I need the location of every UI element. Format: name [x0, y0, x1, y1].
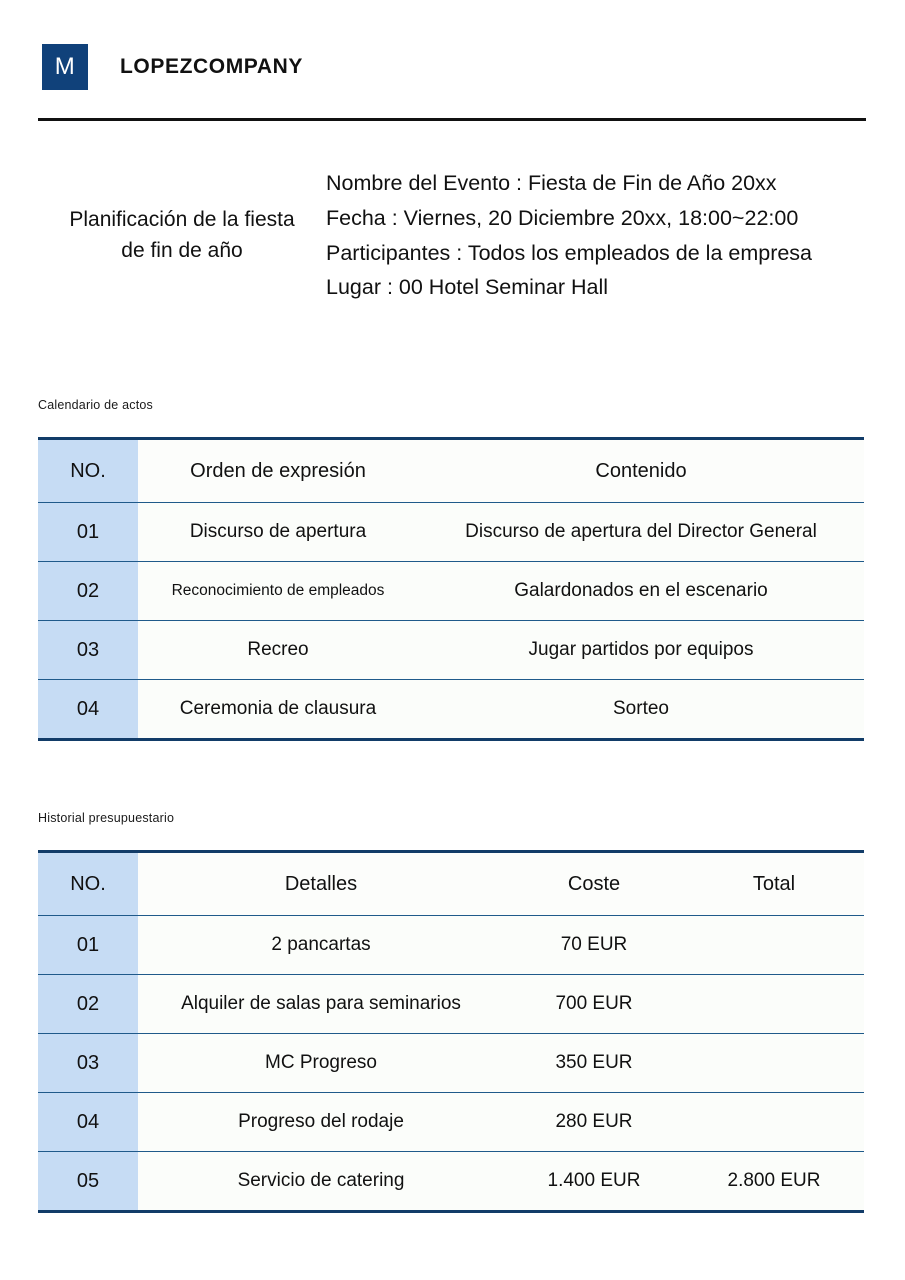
column-header-content: Contenido: [418, 439, 864, 503]
cell-total: [684, 1034, 864, 1093]
table-header-row: [38, 852, 864, 916]
page-title-line1: Planificación de la fiesta: [69, 208, 295, 232]
event-details: [326, 166, 890, 305]
column-header-no: NO.: [38, 852, 138, 916]
cell-no: 02: [38, 562, 138, 621]
event-summary: [38, 166, 890, 305]
cell-order: Ceremonia de clausura: [138, 680, 418, 740]
cell-no: 03: [38, 621, 138, 680]
event-detail-date: Fecha : Viernes, 20 Diciembre 20xx, 18:00~22:00: [326, 205, 799, 230]
cell-details: Servicio de catering: [138, 1152, 504, 1212]
header-divider: [38, 118, 866, 121]
cell-details: Alquiler de salas para seminarios: [138, 975, 504, 1034]
table-row: [38, 621, 864, 680]
cell-no: 02: [38, 975, 138, 1034]
cell-no: 05: [38, 1152, 138, 1212]
cell-order: Reconocimiento de empleados: [138, 562, 418, 621]
table-row: [38, 503, 864, 562]
column-header-total: Total: [684, 852, 864, 916]
cell-content: Galardonados en el escenario: [418, 562, 864, 621]
brand-header: [42, 44, 303, 90]
cell-content: Sorteo: [418, 680, 864, 740]
cell-cost: 350 EUR: [504, 1034, 684, 1093]
schedule-table: [38, 437, 864, 741]
column-header-no: NO.: [38, 439, 138, 503]
brand-name: LOPEZCOMPANY: [120, 55, 303, 78]
event-detail-venue: Lugar : 00 Hotel Seminar Hall: [326, 275, 609, 300]
table-row: [38, 1034, 864, 1093]
budget-caption: Historial presupuestario: [38, 811, 175, 825]
cell-no: 04: [38, 1093, 138, 1152]
cell-details: 2 pancartas: [138, 916, 504, 975]
table-row: [38, 680, 864, 740]
column-header-details: Detalles: [138, 852, 504, 916]
cell-cost: 280 EUR: [504, 1093, 684, 1152]
table-row: [38, 975, 864, 1034]
cell-no: 04: [38, 680, 138, 740]
cell-details: MC Progreso: [138, 1034, 504, 1093]
cell-no: 01: [38, 916, 138, 975]
cell-total: 2.800 EUR: [684, 1152, 864, 1212]
table-row: [38, 1152, 864, 1212]
cell-content: Jugar partidos por equipos: [418, 621, 864, 680]
column-header-order: Orden de expresión: [138, 439, 418, 503]
cell-total: [684, 916, 864, 975]
cell-total: [684, 975, 864, 1034]
budget-table: [38, 850, 864, 1213]
cell-cost: 700 EUR: [504, 975, 684, 1034]
cell-total: [684, 1093, 864, 1152]
cell-no: 01: [38, 503, 138, 562]
cell-order: Discurso de apertura: [138, 503, 418, 562]
table-row: [38, 916, 864, 975]
table-row: [38, 562, 864, 621]
cell-content: Discurso de apertura del Director General: [418, 503, 864, 562]
cell-no: 03: [38, 1034, 138, 1093]
event-detail-participants: Participantes : Todos los empleados de la empresa: [326, 240, 813, 265]
brand-logo-icon: M: [42, 44, 88, 90]
table-row: [38, 1093, 864, 1152]
column-header-cost: Coste: [504, 852, 684, 916]
event-detail-name: Nombre del Evento : Fiesta de Fin de Año 20xx: [326, 171, 777, 195]
table-header-row: [38, 439, 864, 503]
schedule-caption: Calendario de actos: [38, 398, 153, 412]
cell-details: Progreso del rodaje: [138, 1093, 504, 1152]
cell-cost: 1.400 EUR: [504, 1152, 684, 1212]
cell-order: Recreo: [138, 621, 418, 680]
cell-cost: 70 EUR: [504, 916, 684, 975]
page-title-line2: de fin de año: [121, 238, 243, 262]
page-title: [38, 205, 326, 266]
